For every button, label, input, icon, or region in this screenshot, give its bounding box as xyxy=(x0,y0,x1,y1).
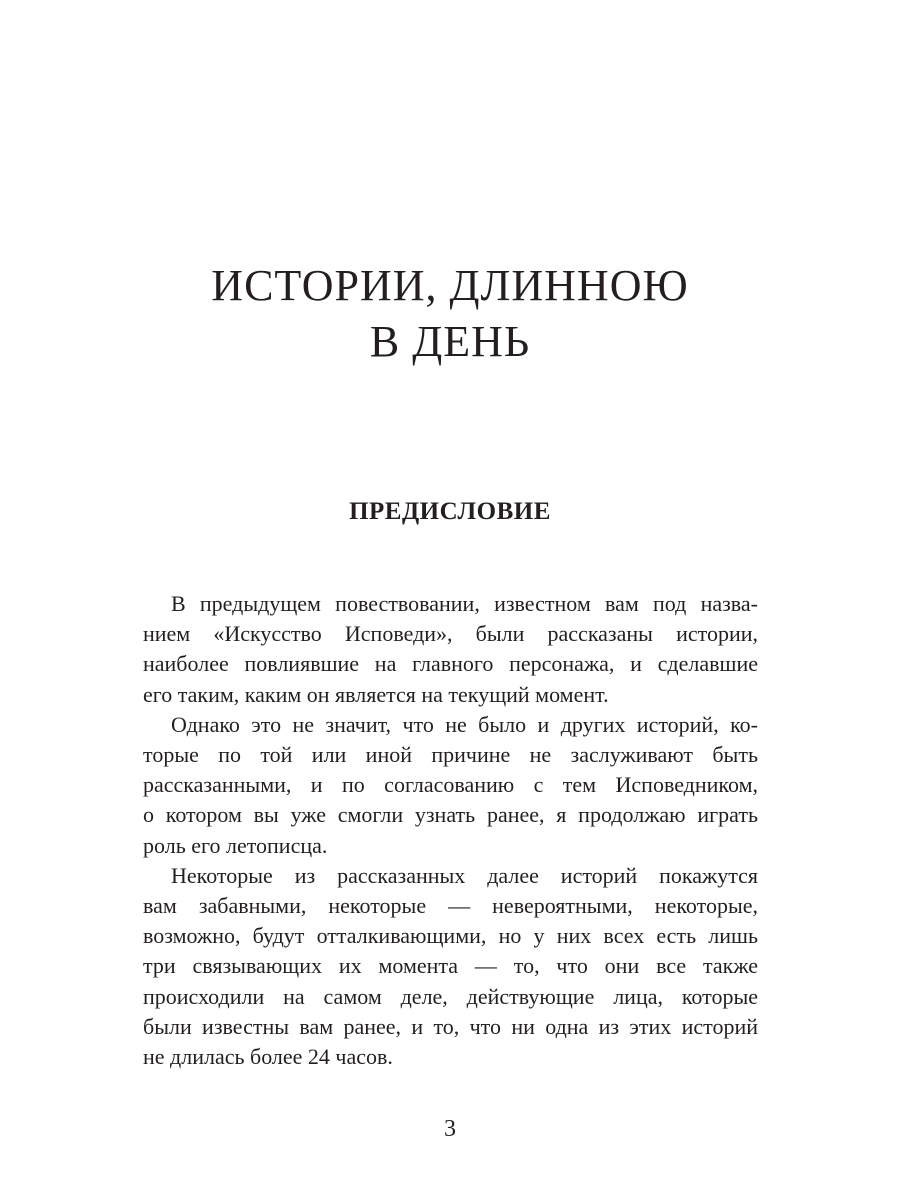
text-line: вам забавными, некоторые — невероятными, некоторые, xyxy=(143,893,758,919)
section-heading: ПРЕДИСЛОВИЕ xyxy=(349,498,551,525)
paragraph-2 xyxy=(143,710,758,861)
text-line: нием «Искусство Исповеди», были рассказаны истории, xyxy=(143,621,758,647)
book-title-line-1: ИСТОРИИ, ДЛИННОЮ xyxy=(211,261,689,310)
page-number: 3 xyxy=(444,1116,456,1142)
text-line: его таким, каким он является на текущий момент. xyxy=(143,681,609,707)
text-line: рассказанными, и по согласованию с тем Исповедником, xyxy=(143,772,758,798)
text-line: В предыдущем повествовании, известном вам под назва- xyxy=(171,591,758,616)
text-line: наиболее повлиявшие на главного персонажа, и сделавшие xyxy=(143,651,758,677)
text-line: о котором вы уже смогли узнать ранее, я продолжаю играть xyxy=(143,802,758,828)
text-line: происходили на самом деле, действующие лица, которые xyxy=(143,983,758,1009)
paragraph-3 xyxy=(143,861,758,1072)
text-line: роль его летописца. xyxy=(143,832,328,858)
body-text xyxy=(143,589,758,1072)
text-line: Однако это не значит, что не было и других историй, ко- xyxy=(171,711,758,737)
text-line: три связывающих их момента — то, что они все также xyxy=(143,953,758,979)
text-line: возможно, будут отталкивающими, но у них всех есть лишь xyxy=(143,923,758,949)
text-line: Некоторые из рассказанных далее историй покажутся xyxy=(171,862,758,888)
book-title xyxy=(0,258,900,370)
text-line: не длилась более 24 часов. xyxy=(143,1044,393,1070)
text-line: торые по той или иной причине не заслуживают быть xyxy=(143,742,758,768)
text-line: были известны вам ранее, и то, что ни одна из этих историй xyxy=(143,1013,758,1039)
book-title-line-2: В ДЕНЬ xyxy=(369,317,531,366)
paragraph-1 xyxy=(143,589,758,710)
